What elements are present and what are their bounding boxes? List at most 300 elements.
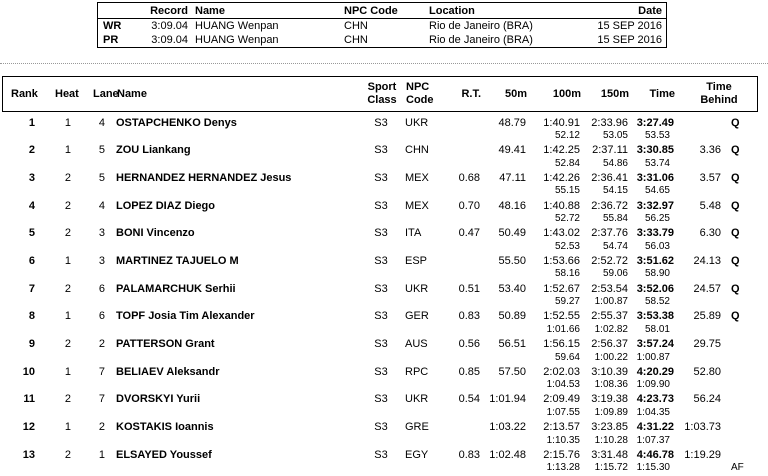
result-row-splits-line <box>2 158 758 170</box>
record-note <box>727 435 758 447</box>
final-time-cell: 3:53.38 <box>636 310 674 323</box>
result-row <box>2 446 758 474</box>
records-header-location: Location <box>429 4 475 17</box>
reaction-time-cell: 0.83 <box>458 310 480 323</box>
athlete-name: MARTINEZ TAJUELO M <box>116 254 239 267</box>
record-holder-name: HUANG Wenpan <box>195 20 279 32</box>
rank-cell: 12 <box>22 421 35 434</box>
header-sport-class-line1: Sport <box>367 81 397 93</box>
result-row-main-line <box>2 366 758 380</box>
split-150m-cell: 3:23.85 <box>591 421 628 434</box>
heat-cell: 2 <box>64 227 71 240</box>
lap2-split: 52.72 <box>554 213 580 225</box>
time-behind-cell: 3.36 <box>699 144 721 157</box>
reaction-time-cell: 0.54 <box>458 393 480 406</box>
split-150m-cell: 2:53.54 <box>591 282 628 295</box>
time-behind-cell: 56.24 <box>693 393 721 406</box>
result-row-main-line <box>2 255 758 269</box>
lane-cell: 5 <box>98 171 105 184</box>
rank-cell: 13 <box>22 448 35 461</box>
result-row-main-line <box>2 393 758 407</box>
record-note <box>727 296 758 308</box>
record-note: AF <box>731 462 744 474</box>
rank-cell: 11 <box>23 393 35 406</box>
athlete-name: DVORSKYI Yurii <box>116 393 201 406</box>
result-row <box>2 114 758 142</box>
split-100m-cell: 1:42.25 <box>543 144 580 157</box>
header-time-behind <box>681 81 757 107</box>
result-row <box>2 363 758 391</box>
lap3-split: 53.05 <box>602 130 628 141</box>
rank-cell: 8 <box>28 310 35 323</box>
result-row-main-line <box>2 144 758 158</box>
reaction-time-cell: 0.51 <box>458 282 480 295</box>
result-row-splits-line <box>2 268 758 280</box>
lane-cell: 4 <box>98 116 105 129</box>
heat-cell: 1 <box>64 254 71 267</box>
lap4-split: 1:07.37 <box>636 434 670 446</box>
result-row <box>2 225 758 253</box>
final-time-cell: 4:46.78 <box>636 448 674 461</box>
heat-cell: 1 <box>64 421 71 434</box>
lap2-split: 52.12 <box>554 130 580 141</box>
final-time-cell: 3:31.06 <box>636 171 674 184</box>
record-time: 3:09.04 <box>151 34 188 46</box>
result-row-splits-line <box>2 213 758 225</box>
qualification-mark: Q <box>731 171 740 184</box>
split-100m-cell: 2:02.03 <box>543 365 580 378</box>
results-rows <box>2 114 758 474</box>
result-row-splits-line <box>2 130 758 142</box>
split-50m-cell: 1:03.22 <box>489 421 526 434</box>
lap2-split: 1:10.35 <box>546 434 580 446</box>
qualification-mark: Q <box>731 227 740 240</box>
qualification-mark <box>727 338 758 352</box>
result-row <box>2 197 758 225</box>
rank-cell: 2 <box>28 144 35 157</box>
split-50m-cell: 50.89 <box>498 310 526 323</box>
split-100m-cell: 1:53.66 <box>543 254 580 267</box>
lap2-split: 52.84 <box>554 157 580 169</box>
npc-code-cell: ESP <box>405 254 428 267</box>
qualification-mark: Q <box>731 254 740 267</box>
result-row-splits-line <box>2 407 758 419</box>
heat-cell: 1 <box>64 144 71 157</box>
header-reaction-time: R.T. <box>461 88 481 100</box>
result-row-splits-line <box>2 185 758 197</box>
reaction-time-cell <box>446 144 488 158</box>
header-npc-code <box>403 81 447 107</box>
athlete-name: BONI Vincenzo <box>116 227 195 240</box>
final-time-cell: 3:30.85 <box>636 144 674 157</box>
reaction-time-cell <box>446 421 488 435</box>
sport-class-cell: S3 <box>374 227 388 240</box>
lap2-split: 1:13.28 <box>546 462 580 474</box>
reaction-time-cell: 0.68 <box>458 171 480 184</box>
sport-class-cell: S3 <box>374 282 388 295</box>
split-50m-cell: 49.41 <box>498 144 526 157</box>
final-time-cell: 3:32.97 <box>636 199 674 212</box>
lap4-split: 1:09.90 <box>636 379 670 391</box>
lap4-split: 56.25 <box>644 213 670 225</box>
split-50m-cell: 57.50 <box>498 365 526 378</box>
record-row <box>98 19 666 33</box>
record-npc-code: CHN <box>344 34 368 46</box>
time-behind-cell: 1:03.73 <box>684 421 721 434</box>
lane-cell: 7 <box>98 365 105 378</box>
split-150m-cell: 2:52.72 <box>591 254 628 267</box>
time-behind-cell: 52.80 <box>693 365 721 378</box>
header-150m: 150m <box>600 88 629 100</box>
sport-class-cell: S3 <box>374 199 388 212</box>
lap3-split: 54.74 <box>602 240 628 252</box>
time-behind-cell: 3.57 <box>699 171 721 184</box>
heat-cell: 2 <box>64 448 71 461</box>
rank-cell: 4 <box>28 199 35 212</box>
rank-cell: 9 <box>28 338 35 350</box>
record-row <box>98 33 666 47</box>
split-100m-cell: 2:15.76 <box>543 448 580 461</box>
lane-cell: 7 <box>98 393 105 406</box>
split-100m-cell: 1:52.67 <box>543 282 580 295</box>
record-note <box>727 185 758 197</box>
lap4-split: 58.01 <box>644 323 670 335</box>
athlete-name: OSTAPCHENKO Denys <box>116 116 237 129</box>
header-time: Time <box>649 88 675 100</box>
sport-class-cell: S3 <box>374 116 388 129</box>
time-behind-cell: 24.13 <box>693 254 721 267</box>
sport-class-cell: S3 <box>374 310 388 323</box>
result-row-splits-line <box>2 379 758 391</box>
sport-class-cell: S3 <box>374 171 388 184</box>
result-row-main-line <box>2 117 758 131</box>
npc-code-cell: GRE <box>405 421 429 434</box>
lap4-split: 56.03 <box>644 240 670 252</box>
split-100m-cell: 2:09.49 <box>543 393 580 406</box>
record-note <box>727 130 758 142</box>
records-table <box>97 2 667 48</box>
record-type-label: PR <box>103 34 119 46</box>
split-150m-cell: 2:37.76 <box>591 227 628 240</box>
results-header-row <box>2 76 758 112</box>
result-row-splits-line <box>2 296 758 308</box>
split-150m-cell: 3:19.38 <box>591 393 628 406</box>
split-50m-cell: 48.79 <box>498 116 526 129</box>
qualification-mark <box>727 393 758 407</box>
sport-class-cell: S3 <box>374 393 388 406</box>
result-row <box>2 280 758 308</box>
time-behind-cell: 1:19.29 <box>684 448 721 461</box>
heat-cell: 1 <box>64 116 71 129</box>
lane-cell: 2 <box>98 338 105 350</box>
result-row <box>2 142 758 170</box>
records-rows <box>98 19 666 47</box>
record-note <box>727 379 758 391</box>
result-row-main-line <box>2 172 758 186</box>
split-50m-cell: 55.50 <box>498 254 526 267</box>
lap2-split: 1:01.66 <box>546 323 580 335</box>
npc-code-cell: UKR <box>405 393 429 406</box>
npc-code-cell: UKR <box>405 116 429 129</box>
lane-cell: 3 <box>98 227 105 240</box>
lap3-split: 1:10.28 <box>594 434 628 446</box>
lap3-split: 55.84 <box>602 213 628 225</box>
qualification-mark: Q <box>731 310 740 323</box>
time-behind-cell <box>680 117 727 131</box>
npc-code-cell: AUS <box>405 338 428 350</box>
lap2-split: 59.64 <box>554 351 580 363</box>
final-time-cell: 4:31.22 <box>636 421 674 434</box>
npc-code-cell: MEX <box>405 171 429 184</box>
split-100m-cell: 2:13.57 <box>543 421 580 434</box>
split-50m-cell: 56.51 <box>498 338 526 350</box>
heat-cell: 2 <box>64 171 71 184</box>
lap3-split: 1:15.72 <box>594 462 628 474</box>
lap3-split: 1:02.82 <box>594 323 628 335</box>
result-row-splits-line <box>2 352 758 364</box>
npc-code-cell: RPC <box>405 365 429 378</box>
reaction-time-cell: 0.83 <box>458 448 480 461</box>
lane-cell: 6 <box>98 310 105 323</box>
rank-cell: 7 <box>28 282 35 295</box>
sport-class-cell: S3 <box>374 448 388 461</box>
time-behind-cell: 25.89 <box>693 310 721 323</box>
header-100m: 100m <box>552 88 581 100</box>
rank-cell: 10 <box>22 365 35 378</box>
split-50m-cell: 53.40 <box>498 282 526 295</box>
record-note <box>727 268 758 280</box>
athlete-name: BELIAEV Aleksandr <box>116 365 220 378</box>
result-row-main-line <box>2 421 758 435</box>
athlete-name: TOPF Josia Tim Alexander <box>116 310 255 323</box>
record-note <box>727 213 758 225</box>
header-npc-line1: NPC <box>406 81 430 93</box>
record-note <box>727 407 758 419</box>
record-time: 3:09.04 <box>151 20 188 32</box>
split-150m-cell: 2:36.72 <box>591 199 628 212</box>
qualification-mark: Q <box>731 144 740 157</box>
sport-class-cell: S3 <box>374 421 388 434</box>
npc-code-cell: GER <box>405 310 429 323</box>
time-behind-cell: 29.75 <box>693 338 721 350</box>
npc-code-cell: MEX <box>405 199 429 212</box>
lap3-split: 59.06 <box>602 268 628 280</box>
header-sport-class-line2: Class <box>367 94 397 106</box>
npc-code-cell: UKR <box>405 282 429 295</box>
lane-cell: 4 <box>98 199 105 212</box>
npc-code-cell: EGY <box>405 448 429 461</box>
final-time-cell: 3:51.62 <box>636 254 674 267</box>
final-time-cell: 3:27.49 <box>636 116 674 129</box>
split-150m-cell: 2:33.96 <box>591 116 628 129</box>
qualification-mark: Q <box>731 116 740 129</box>
athlete-name: KOSTAKIS Ioannis <box>116 421 214 434</box>
lap4-split: 54.65 <box>644 185 670 197</box>
final-time-cell: 4:23.73 <box>636 393 674 406</box>
header-lane: Lane <box>93 88 119 100</box>
sport-class-cell: S3 <box>374 254 388 267</box>
reaction-time-cell <box>446 255 488 269</box>
records-header-record: Record <box>150 4 188 17</box>
lap3-split: 1:00.87 <box>594 296 628 308</box>
lap2-split: 1:07.55 <box>546 406 580 418</box>
lane-cell: 3 <box>98 254 105 267</box>
reaction-time-cell: 0.47 <box>458 227 480 240</box>
split-100m-cell: 1:42.26 <box>543 171 580 184</box>
heat-cell: 2 <box>64 393 71 406</box>
time-behind-cell: 24.57 <box>693 282 721 295</box>
lap3-split: 1:08.36 <box>594 379 628 391</box>
final-time-cell: 3:52.06 <box>636 282 674 295</box>
header-heat: Heat <box>55 88 79 100</box>
split-50m-cell: 50.49 <box>498 227 526 240</box>
result-row <box>2 391 758 419</box>
header-50m: 50m <box>504 88 527 100</box>
split-150m-cell: 2:55.37 <box>591 310 628 323</box>
split-150m-cell: 3:31.48 <box>591 448 628 461</box>
heat-cell: 2 <box>64 338 71 350</box>
athlete-name: PATTERSON Grant <box>116 338 215 350</box>
qualification-mark <box>727 449 758 463</box>
split-100m-cell: 1:43.02 <box>543 227 580 240</box>
npc-code-cell: ITA <box>405 227 422 240</box>
record-date: 15 SEP 2016 <box>597 34 662 46</box>
record-note <box>727 324 758 336</box>
athlete-name: LOPEZ DIAZ Diego <box>116 199 215 212</box>
lap4-split: 1:04.35 <box>636 406 670 418</box>
split-100m-cell: 1:40.88 <box>543 199 580 212</box>
split-50m-cell: 1:01.94 <box>489 393 526 406</box>
rank-cell: 3 <box>28 171 35 184</box>
record-holder-name: HUANG Wenpan <box>195 34 279 46</box>
lap4-split: 1:15.30 <box>636 462 670 474</box>
lane-cell: 2 <box>98 421 105 434</box>
record-location: Rio de Janeiro (BRA) <box>429 20 533 32</box>
result-row-main-line <box>2 283 758 297</box>
lap3-split: 54.86 <box>602 157 628 169</box>
split-50m-cell: 47.11 <box>499 171 526 184</box>
heat-cell: 2 <box>64 199 71 212</box>
header-sport-class <box>361 81 403 107</box>
split-100m-cell: 1:56.15 <box>543 338 580 350</box>
split-150m-cell: 2:36.41 <box>591 171 628 184</box>
result-row <box>2 336 758 364</box>
lap2-split: 59.27 <box>554 296 580 308</box>
athlete-name: ZOU Liankang <box>116 144 191 157</box>
lap4-split: 58.52 <box>644 296 670 308</box>
result-row-splits-line <box>2 324 758 336</box>
split-50m-cell: 1:02.48 <box>489 448 526 461</box>
lap2-split: 55.15 <box>554 185 580 197</box>
athlete-name: ELSAYED Youssef <box>116 448 212 461</box>
record-note <box>727 158 758 170</box>
heat-cell: 2 <box>64 282 71 295</box>
lap3-split: 54.15 <box>602 185 628 197</box>
final-time-cell: 3:57.24 <box>636 338 674 350</box>
section-separator <box>0 63 768 64</box>
split-150m-cell: 2:37.11 <box>592 144 628 157</box>
result-row <box>2 169 758 197</box>
header-time-behind-line1: Time <box>706 81 732 93</box>
record-note <box>727 352 758 364</box>
result-row-splits-line <box>2 462 758 474</box>
sport-class-cell: S3 <box>374 365 388 378</box>
result-row-main-line <box>2 200 758 214</box>
lane-cell: 5 <box>98 144 105 157</box>
qualification-mark <box>727 421 758 435</box>
lap2-split: 52.53 <box>554 240 580 252</box>
header-npc-line2: Code <box>406 94 434 106</box>
reaction-time-cell: 0.56 <box>458 338 480 350</box>
record-npc-code: CHN <box>344 20 368 32</box>
npc-code-cell: CHN <box>405 144 429 157</box>
split-150m-cell: 2:56.37 <box>591 338 628 350</box>
lane-cell: 6 <box>98 282 105 295</box>
rank-cell: 5 <box>28 227 35 240</box>
records-header-row <box>98 3 666 19</box>
lane-cell: 1 <box>98 448 105 461</box>
reaction-time-cell: 0.85 <box>458 365 480 378</box>
qualification-mark <box>727 366 758 380</box>
header-rank: Rank <box>11 88 38 100</box>
result-row-main-line <box>2 310 758 324</box>
athlete-name: HERNANDEZ HERNANDEZ Jesus <box>116 171 292 184</box>
athlete-name: PALAMARCHUK Serhii <box>116 282 236 295</box>
header-time-behind-line2: Behind <box>700 94 738 106</box>
reaction-time-cell: 0.70 <box>458 199 480 212</box>
lap4-split: 58.90 <box>644 268 670 280</box>
records-header-name: Name <box>195 4 225 17</box>
split-50m-cell: 48.16 <box>498 199 526 212</box>
final-time-cell: 3:33.79 <box>636 227 674 240</box>
sport-class-cell: S3 <box>374 338 388 350</box>
rank-cell: 6 <box>28 254 35 267</box>
record-date: 15 SEP 2016 <box>597 20 662 32</box>
records-header-date: Date <box>638 4 662 17</box>
lap4-split: 1:00.87 <box>636 351 670 363</box>
record-location: Rio de Janeiro (BRA) <box>429 34 533 46</box>
split-100m-cell: 1:40.91 <box>543 116 580 129</box>
lap4-split: 53.74 <box>644 157 670 169</box>
time-behind-cell: 6.30 <box>699 227 721 240</box>
final-time-cell: 4:20.29 <box>636 365 674 378</box>
qualification-mark: Q <box>731 282 740 295</box>
split-150m-cell: 3:10.39 <box>591 365 628 378</box>
record-type-label: WR <box>103 20 122 32</box>
heat-cell: 1 <box>64 365 71 378</box>
result-row-main-line <box>2 227 758 241</box>
records-header-npc-code: NPC Code <box>344 4 398 17</box>
result-row-splits-line <box>2 435 758 447</box>
split-100m-cell: 1:52.55 <box>543 310 580 323</box>
result-row-splits-line <box>2 241 758 253</box>
reaction-time-cell <box>446 117 488 131</box>
lap2-split: 1:04.53 <box>546 379 580 391</box>
lap3-split: 1:00.22 <box>594 351 628 363</box>
result-row <box>2 308 758 336</box>
lap2-split: 58.16 <box>554 268 580 280</box>
qualification-mark: Q <box>731 199 740 212</box>
record-note <box>727 241 758 253</box>
lap4-split: 53.53 <box>644 130 670 141</box>
lap3-split: 1:09.89 <box>594 406 628 418</box>
result-row-main-line <box>2 449 758 463</box>
header-name: Name <box>117 88 147 100</box>
time-behind-cell: 5.48 <box>699 199 721 212</box>
result-row <box>2 252 758 280</box>
sport-class-cell: S3 <box>374 144 388 157</box>
rank-cell: 1 <box>28 116 35 129</box>
